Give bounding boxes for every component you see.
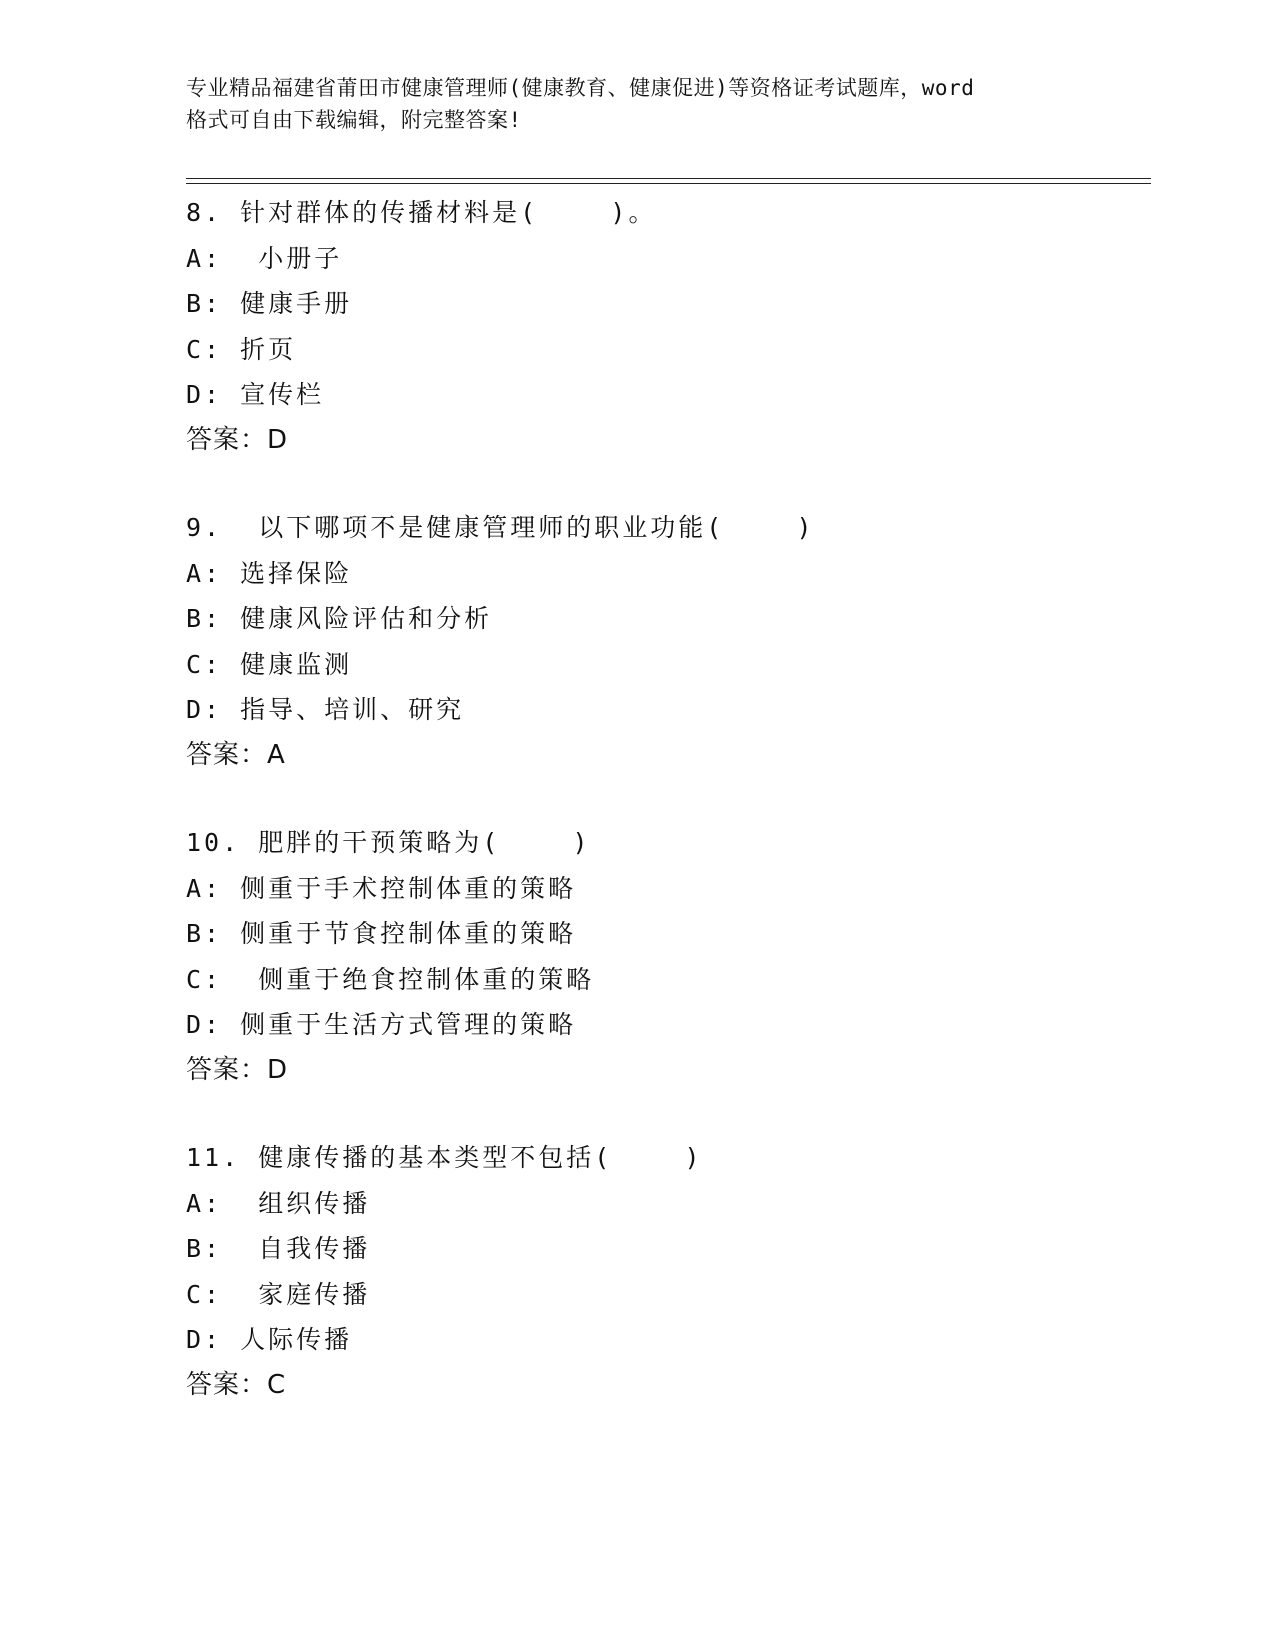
question-stem: 9. 以下哪项不是健康管理师的职业功能( )	[186, 513, 815, 542]
option-a: A: 组织传播	[186, 1188, 371, 1218]
option-c: C: 家庭传播	[186, 1279, 371, 1309]
question-stem: 8. 针对群体的传播材料是( )。	[186, 198, 657, 227]
option-d: D: 宣传栏	[186, 380, 325, 409]
question-10	[186, 820, 1146, 1093]
option-c: C: 折页	[186, 334, 297, 364]
option-b: B: 健康风险评估和分析	[186, 604, 493, 633]
answer: 答案：D	[186, 1054, 289, 1085]
question-list	[186, 190, 1146, 1450]
option-b: B: 自我传播	[186, 1234, 371, 1263]
option-d: D: 人际传播	[186, 1325, 353, 1354]
page-header	[186, 72, 1086, 136]
option-b: B: 侧重于节食控制体重的策略	[186, 919, 577, 948]
option-d: D: 侧重于生活方式管理的策略	[186, 1010, 577, 1039]
option-c: C: 健康监测	[186, 649, 353, 679]
option-b: B: 健康手册	[186, 289, 353, 318]
answer: 答案：C	[186, 1369, 287, 1400]
answer: 答案：A	[186, 739, 286, 770]
question-9	[186, 505, 1146, 778]
option-a: A: 侧重于手术控制体重的策略	[186, 873, 577, 903]
option-a: A: 选择保险	[186, 558, 353, 588]
header-line-2: 格式可自由下载编辑，附完整答案!	[186, 108, 522, 132]
question-8	[186, 190, 1146, 463]
option-d: D: 指导、培训、研究	[186, 695, 465, 724]
option-c: C: 侧重于绝食控制体重的策略	[186, 964, 595, 994]
header-divider	[186, 178, 1151, 184]
header-line-1: 专业精品福建省莆田市健康管理师(健康教育、健康促进)等资格证考试题库，word	[186, 76, 975, 100]
question-stem: 10. 肥胖的干预策略为( )	[186, 828, 591, 857]
question-11	[186, 1135, 1146, 1408]
question-stem: 11. 健康传播的基本类型不包括( )	[186, 1143, 703, 1172]
option-a: A: 小册子	[186, 243, 343, 273]
answer: 答案：D	[186, 424, 289, 455]
